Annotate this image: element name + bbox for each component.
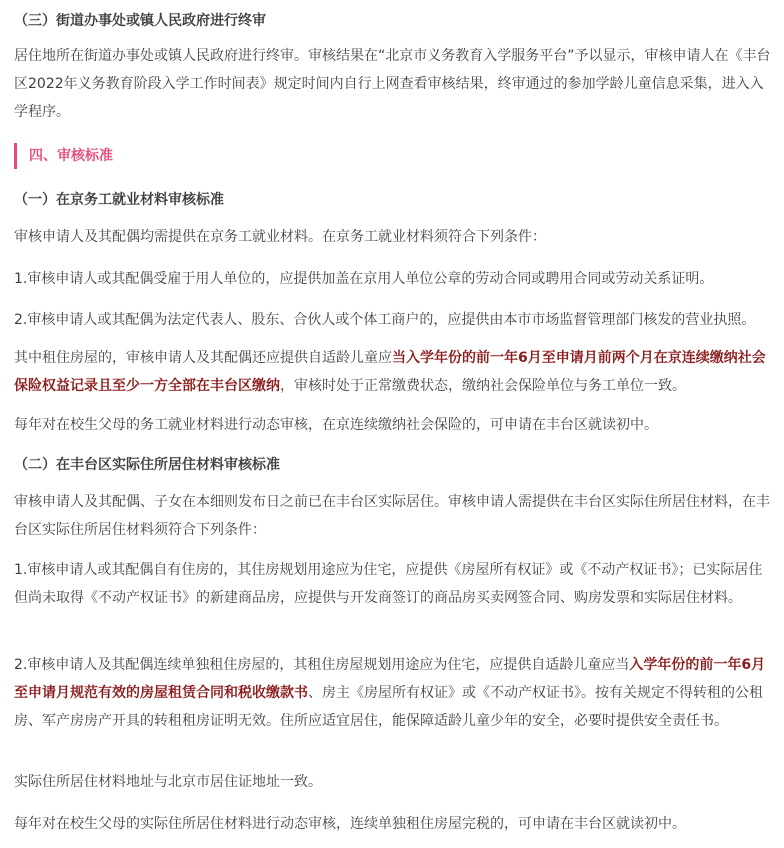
section-4-title: 四、审核标准	[29, 148, 113, 164]
residence-item-2-end: 、房主《房屋所有权证》或《不动产权证书》。按有关规定不得转租的公租房、军产房房产开具的转租租房证明无效。住所应适宜居住，能保障适龄儿童少年的安全，必要时提供安全责任书。	[14, 685, 763, 729]
paragraph-residence-address: 实际住所居住材料地址与北京市居住证地址一致。	[14, 774, 322, 790]
paragraph-rent-social-insurance	[14, 344, 774, 400]
paragraph-residence-item-2	[14, 651, 774, 735]
paragraph-residence-intro: 审核申请人及其配偶、子女在本细则发布日之前已在丰台区实际居住。审核申请人需提供在丰台区实际住所居住材料，在丰台区实际住所居住材料须符合下列条件：	[14, 494, 770, 538]
paragraph-work-item-1: 1.审核申请人或其配偶受雇于用人单位的，应提供加盖在京用人单位公章的劳动合同或聘用合同或劳动关系证明。	[14, 271, 714, 287]
rent-text-start: 其中租住房屋的，审核申请人及其配偶还应提供自适龄儿童应	[14, 350, 392, 366]
paragraph-residence-item-1: 1.审核申请人或其配偶自有住房的，其住房规划用途应为住宅，应提供《房屋所有权证》或《不动产权证书》；已实际居住但尚未取得《不动产权证书》的新建商品房，应提供与开发商签订的商品房买卖网签合同、购房发票和实际居住材料。	[14, 562, 763, 606]
sub-heading-residence: （二）在丰台区实际住所居住材料审核标准	[14, 457, 280, 473]
section-4-heading	[14, 143, 113, 169]
paragraph-residence-dynamic: 每年对在校生父母的实际住所居住材料进行动态审核，连续单独租住房屋完税的，可申请在丰台区就读初中。	[14, 816, 686, 832]
rent-text-end: ，审核时处于正常缴费状态，缴纳社会保险单位与务工单位一致。	[280, 378, 686, 394]
paragraph-final-review: 居住地所在街道办事处或镇人民政府进行终审。审核结果在“北京市义务教育入学服务平台”予以显示，审核申请人在《丰台区2022年义务教育阶段入学工作时间表》规定时间内自行上网查看审核结果，终审通过的参加学龄儿童信息采集，进入入学程序。	[14, 48, 771, 120]
sub-heading-work: （一）在京务工就业材料审核标准	[14, 192, 224, 208]
paragraph-work-dynamic: 每年对在校生父母的务工就业材料进行动态审核，在京连续缴纳社会保险的，可申请在丰台区就读初中。	[14, 417, 658, 433]
residence-item-2-emphasis: 入学年份的前一年6月至申请月规范有效的房屋租赁合同和税收缴款书	[14, 657, 766, 701]
paragraph-work-item-2: 2.审核申请人或其配偶为法定代表人、股东、合伙人或个体工商户的，应提供由本市市场监督管理部门核发的营业执照。	[14, 312, 756, 328]
residence-item-2-start: 2.审核申请人及其配偶连续单独租住房屋的，其租住房屋规划用途应为住宅，应提供自适龄儿童应当	[14, 657, 630, 673]
sub-heading-final-review: （三）街道办事处或镇人民政府进行终审	[14, 13, 266, 29]
rent-emphasis: 当入学年份的前一年6月至申请月前两个月在京连续缴纳社会保险权益记录且至少一方全部在丰台区缴纳	[14, 350, 766, 394]
paragraph-work-intro: 审核申请人及其配偶均需提供在京务工就业材料。在京务工就业材料须符合下列条件：	[14, 229, 546, 245]
